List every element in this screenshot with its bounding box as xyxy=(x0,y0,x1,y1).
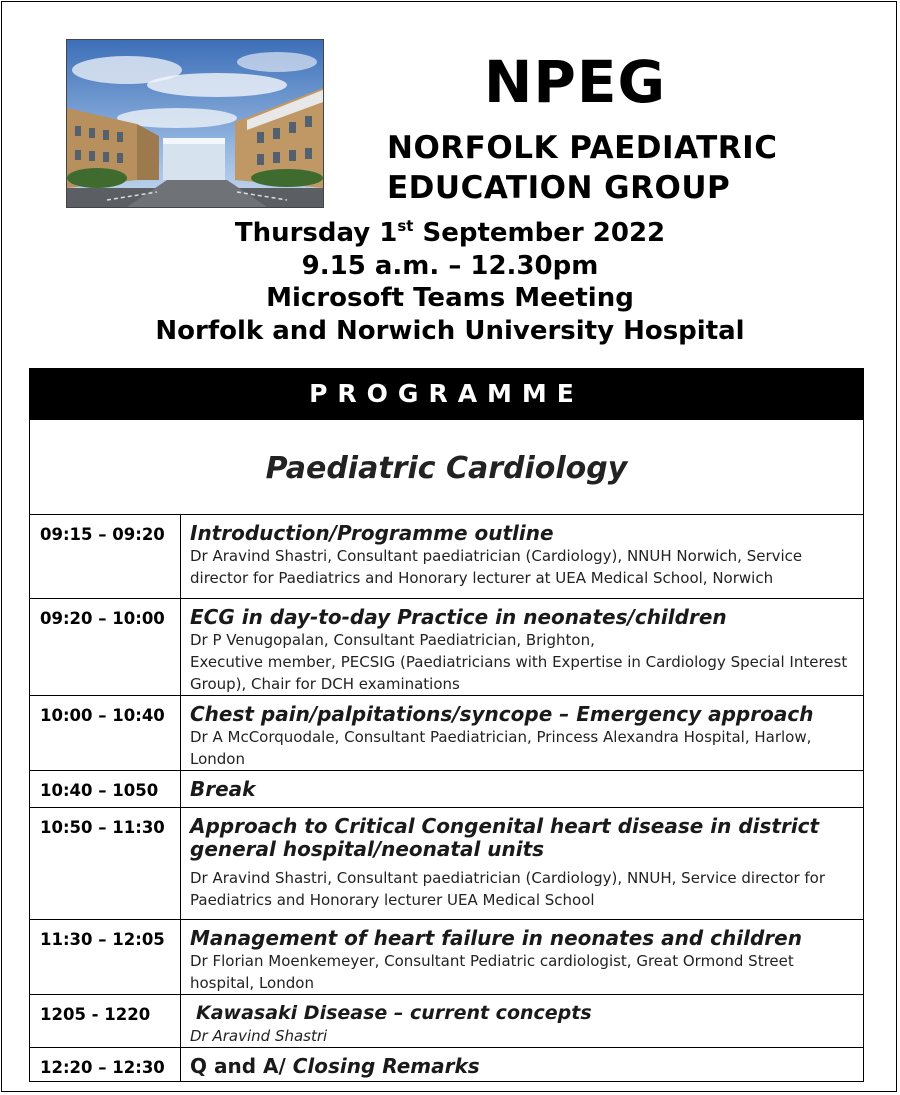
group-full-name xyxy=(387,128,867,208)
event-format: Microsoft Teams Meeting xyxy=(266,283,634,313)
programme-schedule-table xyxy=(29,514,864,1082)
group-name-line1: NORFOLK PAEDIATRIC xyxy=(387,130,778,166)
table-row xyxy=(30,696,864,771)
programme-header: PROGRAMME xyxy=(29,368,864,420)
session-time: 09:15 – 09:20 xyxy=(30,515,181,599)
session-time: 12:20 – 12:30 xyxy=(30,1048,181,1082)
table-row xyxy=(30,808,864,920)
session-time: 11:30 – 12:05 xyxy=(30,920,181,995)
session-speaker-line: director for Paediatrics and Honorary lecturer at UEA Medical School, Norwich xyxy=(190,569,774,587)
table-row xyxy=(30,515,864,599)
session-title-line: Approach to Critical Congenital heart disease in district xyxy=(190,814,820,838)
session-title: ECG in day-to-day Practice in neonates/children xyxy=(190,605,727,629)
session-detail xyxy=(181,1048,864,1082)
session-speaker-line: Dr Aravind Shastri, Consultant paediatrician (Cardiology), NNUH, Service director for xyxy=(190,869,826,887)
session-speaker-line: hospital, London xyxy=(190,974,314,992)
table-row xyxy=(30,1048,864,1082)
session-title: Management of heart failure in neonates and children xyxy=(190,926,802,950)
table-row xyxy=(30,599,864,696)
session-title: Break xyxy=(190,777,256,801)
group-name-line2: EDUCATION GROUP xyxy=(387,170,731,206)
session-title xyxy=(190,1055,853,1078)
session-time: 1205 - 1220 xyxy=(30,995,181,1048)
group-acronym: NPEG xyxy=(483,48,667,116)
session-title-italic: Closing Remarks xyxy=(292,1054,480,1078)
session-title-line: general hospital/neonatal units xyxy=(190,837,545,861)
event-info xyxy=(0,217,900,347)
session-detail xyxy=(181,599,864,696)
table-row xyxy=(30,771,864,808)
session-detail xyxy=(181,696,864,771)
session-detail xyxy=(181,920,864,995)
session-speaker-line: Paediatrics and Honorary lecturer UEA Medical School xyxy=(190,891,595,909)
session-time: 10:50 – 11:30 xyxy=(30,808,181,920)
session-speaker-line: Group), Chair for DCH examinations xyxy=(190,675,460,693)
event-date: Thursday 1st September 2022 xyxy=(234,217,666,248)
session-detail xyxy=(181,808,864,920)
session-speaker-line: Executive member, PECSIG (Paediatricians with Expertise in Cardiology Special Interest xyxy=(190,653,848,671)
programme-subject-box xyxy=(29,420,864,515)
hospital-building-photo xyxy=(66,39,324,208)
session-title: Introduction/Programme outline xyxy=(190,521,554,545)
session-title: Chest pain/palpitations/syncope – Emergency approach xyxy=(190,702,814,726)
session-title-plain: Q and A/ xyxy=(190,1054,293,1078)
session-speaker-line: Dr P Venugopalan, Consultant Paediatrician, Brighton, xyxy=(190,631,595,649)
table-row xyxy=(30,995,864,1048)
session-detail xyxy=(181,995,864,1048)
session-speaker-line: Dr Florian Moenkemeyer, Consultant Pediatric cardiologist, Great Ormond Street xyxy=(190,952,794,970)
event-time: 9.15 a.m. – 12.30pm xyxy=(301,250,599,281)
session-detail xyxy=(181,771,864,808)
session-speaker-line: Dr A McCorquodale, Consultant Paediatrician, Princess Alexandra Hospital, Harlow, xyxy=(190,728,812,746)
session-time: 10:40 – 1050 xyxy=(30,771,181,808)
session-speaker: Dr Aravind Shastri xyxy=(190,1027,328,1045)
session-title: Kawasaki Disease – current concepts xyxy=(196,1002,592,1024)
table-row xyxy=(30,920,864,995)
session-time: 09:20 – 10:00 xyxy=(30,599,181,696)
event-venue: Norfolk and Norwich University Hospital xyxy=(155,315,745,346)
session-detail xyxy=(181,515,864,599)
session-speaker-line: Dr Aravind Shastri, Consultant paediatrician (Cardiology), NNUH Norwich, Service xyxy=(190,547,803,565)
session-time: 10:00 – 10:40 xyxy=(30,696,181,771)
session-speaker-line: London xyxy=(190,750,245,768)
programme-subject: Paediatric Cardiology xyxy=(265,451,628,486)
